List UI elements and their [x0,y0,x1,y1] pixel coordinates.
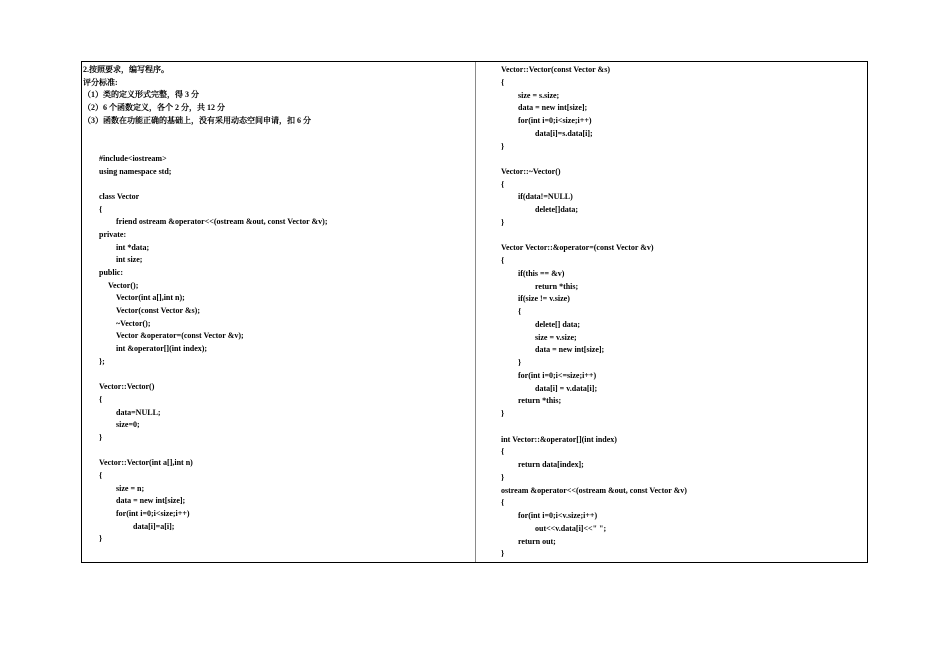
question-title: 2.按照要求，编写程序。 [83,65,169,74]
code-line: { [501,447,505,457]
code-line: { [518,307,522,317]
code-line: return data[index]; [518,460,584,470]
code-line: size = v.size; [535,332,577,342]
left-column [83,64,471,546]
code-line: data[i]=s.data[i]; [535,128,593,138]
right-column [501,64,861,561]
code-line: Vector(const Vector &s); [116,306,200,316]
code-line: for(int i=0;i<size;i++) [518,116,592,125]
code-line: friend ostream &operator<<(ostream &out, const Vector &v); [116,217,328,227]
code-line: } [501,549,505,559]
code-line: out<<v.data[i]<<" "; [535,523,607,533]
criteria-item: （1）类的定义形式完整，得 3 分 [83,90,199,100]
code-line: data = new int[size]; [535,345,605,355]
code-line: Vector &operator=(const Vector &v); [116,331,244,341]
code-line: { [99,394,103,404]
code-line: Vector::Vector(int a[],int n) [99,458,193,468]
code-line: } [501,141,505,151]
code-line: { [501,77,505,87]
code-line: }; [99,356,105,366]
code-line: int Vector::&operator[](int index) [501,434,617,444]
code-line: } [518,358,522,368]
code-line: Vector::Vector(const Vector &s) [501,65,610,74]
code-line: int *data; [116,242,150,252]
code-line: private: [99,229,127,239]
code-line: for(int i=0;i<v.size;i++) [518,511,598,521]
code-line: { [99,471,103,480]
code-line: } [99,432,103,442]
code-line: data=NULL; [116,407,161,417]
column-divider [475,62,476,562]
code-line: Vector::Vector() [99,382,155,392]
code-line: public: [99,268,124,277]
code-line: for(int i=0;i<=size;i++) [518,370,597,380]
criteria-item: （2）6 个函数定义，各个 2 分，共 12 分 [83,103,225,113]
code-line: int &operator[](int index); [116,344,208,354]
code-line: Vector Vector::&operator=(const Vector &v) [501,243,654,253]
code-line: size = n; [116,483,145,493]
code-line: if(size != v.size) [518,294,570,304]
code-line: using namespace std; [99,166,172,176]
code-line: } [501,409,505,419]
criteria-label: 评分标准: [83,77,118,87]
code-line: return *this; [535,281,579,291]
code-line: { [99,204,103,214]
criteria-item: （3）函数在功能正确的基础上，没有采用动态空间申请，扣 6 分 [83,115,311,125]
code-line: for(int i=0;i<size;i++) [116,509,190,519]
code-line: data[i] = v.data[i]; [535,383,598,393]
code-line: { [501,256,505,266]
code-line: } [501,217,505,227]
code-line: size = s.size; [518,90,560,100]
code-line: int size; [116,255,143,265]
code-line: data = new int[size]; [116,496,186,506]
code-line: #include<iostream> [99,153,167,163]
code-line: } [501,472,505,482]
code-line: Vector(int a[],int n); [116,293,185,303]
code-line: return *this; [518,396,562,406]
code-line: { [501,179,505,189]
code-line: Vector(); [108,280,139,290]
code-line: delete[]data; [535,205,579,215]
code-line: class Vector [99,191,140,201]
code-line: delete[] data; [535,319,581,329]
code-line: } [99,534,103,544]
code-line: ostream &operator<<(ostream &out, const Vector &v) [501,485,687,495]
code-line: data = new int[size]; [518,103,588,113]
code-line: ~Vector(); [116,318,151,328]
code-line: { [501,498,505,508]
code-line: size=0; [116,420,140,430]
code-line: if(data!=NULL) [518,192,573,202]
code-line: data[i]=a[i]; [133,521,175,531]
code-line: if(this == &v) [518,268,565,278]
code-line: Vector::~Vector() [501,166,561,176]
code-line: return out; [518,536,556,546]
